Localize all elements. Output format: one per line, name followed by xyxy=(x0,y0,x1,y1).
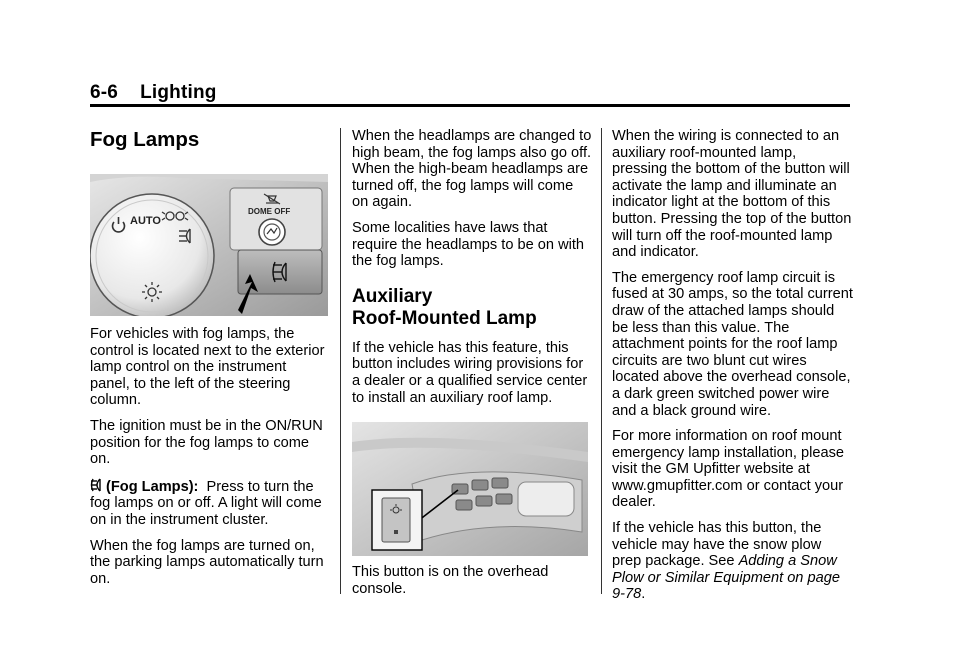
snow-plow-text: If the vehicle has this button, the vehicle may have the snow plow prep package. See xyxy=(612,520,822,570)
paragraph-ignition: The ignition must be in the ON/RUN position for the fog lamps to come on. xyxy=(90,417,323,468)
header-rule xyxy=(90,104,850,107)
column-1 xyxy=(90,128,328,596)
fog-lamps-label: (Fog Lamps): xyxy=(106,478,199,495)
auto-label: AUTO xyxy=(130,215,161,227)
paragraph-aux-feature: If the vehicle has this feature, this button includes wiring provisions for a dealer or a qualified service center to install an auxiliary roof lamp. xyxy=(352,339,588,406)
heading-line-1: Auxiliary xyxy=(352,285,433,307)
paragraph-circuit: The emergency roof lamp circuit is fused at 30 amps, so the total current draw of the attached lamps should be less than this value. The attachment points for the roof lamp circuits are two blunt cut wires located above the overhead console, a dark green switched power wire and a black ground wire. xyxy=(612,269,853,419)
paragraph-snow-plow xyxy=(612,520,854,603)
paragraph-high-beam: When the headlamps are changed to high beam, the fog lamps also go off. When the high-beam headlamps are turned off, the fog lamps will come on again. xyxy=(352,128,592,211)
snow-plow-period: . xyxy=(641,586,646,603)
paragraph-fog-location: For vehicles with fog lamps, the control is located next to the exterior lamp control on the instrument panel, to the left of the steering column. xyxy=(90,326,325,409)
paragraph-local-laws: Some localities have laws that require the headlamps to be on with the fog lamps. xyxy=(352,219,585,270)
indicator-light xyxy=(394,530,398,534)
overhead-console-figure xyxy=(352,422,588,556)
page-number: 6-6 xyxy=(90,82,119,103)
paragraph-caption: This button is on the overhead console. xyxy=(352,564,549,597)
fog-lamp-control-figure xyxy=(90,174,328,316)
paragraph-fog-button xyxy=(90,477,328,529)
heading-line-2: Roof-Mounted Lamp xyxy=(352,307,537,329)
snow-plow-reference-link[interactable]: Adding a Snow Plow or Similar Equipment on page 9-78 xyxy=(612,553,840,603)
headlamp-knob xyxy=(90,194,214,316)
section-title-fog-lamps: Fog Lamps xyxy=(90,128,200,151)
dimmer-icon xyxy=(259,219,285,245)
fog-lamp-symbol-icon xyxy=(90,477,106,493)
column-divider-1 xyxy=(340,128,341,594)
chapter-title: Lighting xyxy=(140,82,217,103)
section-title-auxiliary-roof-lamp xyxy=(352,286,592,330)
paragraph-parking-lamps: When the fog lamps are turned on, the parking lamps automatically turn on. xyxy=(90,537,324,587)
paragraph-wiring: When the wiring is connected to an auxiliary roof-mounted lamp, pressing the bottom of the button will activate the lamp and illuminate an indicator light at the bottom of this button. Pressing the top of the button will turn off the roof-mounted lamp and indicator. xyxy=(612,128,852,261)
console-lens xyxy=(518,482,574,516)
page-header xyxy=(90,82,850,104)
column-2 xyxy=(352,128,592,606)
dome-off-label: DOME OFF xyxy=(248,207,291,216)
paragraph-more-info: For more information on roof mount emergency lamp installation, please visit the GM Upfitter website at www.gmupfitter.com or contact your dealer. xyxy=(612,428,845,511)
fog-lamps-text: Press to turn the fog lamps on or off. A light will come on in the instrument cluster. xyxy=(90,478,322,528)
column-divider-2 xyxy=(601,128,602,594)
column-3 xyxy=(612,128,854,612)
